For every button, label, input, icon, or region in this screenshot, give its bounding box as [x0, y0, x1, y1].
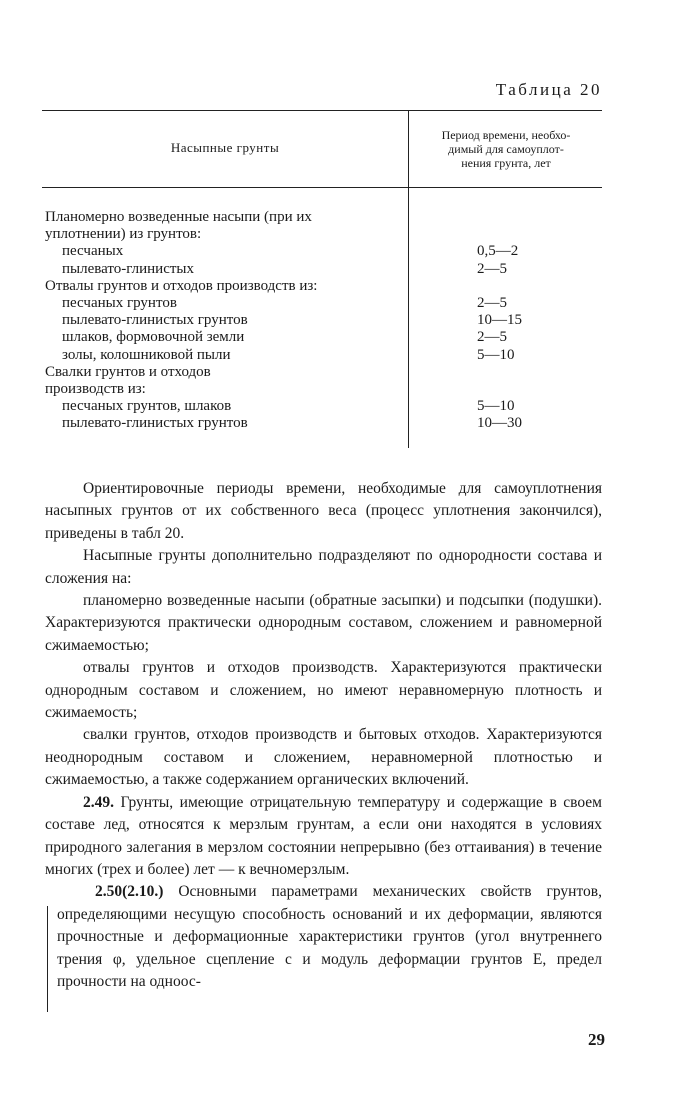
table-row-value: 10—30 [477, 415, 522, 432]
body-text [45, 478, 602, 993]
table-row-label: песчаных [62, 243, 124, 260]
clause-text: Основными параметрами механических свойств грунтов, определяющими несущую способность оснований и их деформации, являются прочностные и деформационные характеристики грунтов (угол внутреннего трения φ, удельное сцепление c и модуль деформации грунтов E, предел прочности на одноос- [57, 883, 602, 990]
table-row [45, 381, 605, 398]
table-row-label: Отвалы грунтов и отходов производств из: [45, 277, 318, 294]
clause-text: Грунты, имеющие отрицательную температуру и содержащие в своем составе лед, относятся к мерзлым грунтам, а если они находятся в условиях природного залегания в мерзлом состоянии непрерывно (без оттаивания) в течение многих (трех и более) лет — к вечномерзлым. [45, 793, 602, 878]
table-row-label: песчаных грунтов, шлаков [62, 398, 232, 415]
table-caption: Таблица 20 [495, 80, 602, 99]
table-row-value: 2—5 [477, 260, 507, 277]
table-row-label: золы, колошниковой пыли [62, 346, 231, 363]
table-row-value: 5—10 [477, 398, 515, 415]
table-row [45, 329, 605, 346]
paragraph: отвалы грунтов и отходов производств. Характеризуются практически однородным составом и сложением, но имеют неравномерную плотность и сжимаемость; [45, 659, 602, 722]
table-header-period [412, 128, 600, 170]
table-header-period-line: нения грунта, лет [461, 156, 551, 170]
table-body [45, 209, 605, 432]
table-header-period-line: димый для самоуплот- [448, 142, 564, 156]
table-row [45, 347, 605, 364]
table-row [45, 415, 605, 432]
paragraph-2-50 [57, 881, 602, 993]
table-row-label: песчаных грунтов [62, 294, 177, 311]
table-header-soils: Насыпные грунты [170, 140, 280, 155]
table-row [45, 278, 605, 295]
table-row [45, 364, 605, 381]
table-row-value: 10—15 [477, 312, 522, 329]
paragraph: свалки грунтов, отходов производств и бытовых отходов. Характеризуются неоднородным составом и сложением, неравномерной плотностью и сжимаемостью, а также содержанием органических включений. [45, 726, 602, 789]
table-row-value: 5—10 [477, 346, 515, 363]
table-row-value: 0,5—2 [477, 243, 519, 260]
clause-number: 2.49. [83, 793, 114, 811]
table-row-label: производств из: [45, 380, 146, 397]
paragraph: Насыпные грунты дополнительно подразделяют по однородности состава и сложения на: [45, 547, 602, 587]
table-row-label: Свалки грунтов и отходов [45, 363, 211, 380]
table-row [45, 398, 605, 415]
paragraph: планомерно возведенные насыпи (обратные засыпки) и подсыпки (подушки). Характеризуются практически однородным составом, сложением и равномерной сжимаемостью; [45, 592, 602, 654]
table-row-label: Планомерно возведенные насыпи (при их [45, 209, 312, 225]
table-row [45, 243, 605, 260]
table-row-label: пылевато-глинистых грунтов [62, 415, 248, 432]
table-row-label: пылевато-глинистых [62, 260, 195, 277]
paragraph: Ориентировочные периоды времени, необходимые для самоуплотнения насыпных грунтов от их собственного веса (процесс уплотнения закончился), приведены в табл 20. [45, 480, 602, 542]
table-row-value: 2—5 [477, 294, 507, 311]
table-row [45, 226, 605, 243]
paragraph-2-49 [45, 792, 602, 882]
table-row-value: 2—5 [477, 329, 507, 346]
page-number: 29 [588, 1030, 605, 1049]
table-top-rule [42, 110, 602, 111]
table-row [45, 261, 605, 278]
table-row [45, 295, 605, 312]
table-header-rule [42, 187, 602, 188]
table-header-period-line: Период времени, необхо- [441, 128, 571, 142]
table-row-label: пылевато-глинистых грунтов [62, 312, 248, 329]
table-row [45, 209, 605, 226]
table-row [45, 312, 605, 329]
revision-bar [47, 906, 48, 1012]
table-row-label: уплотнении) из грунтов: [45, 226, 202, 243]
table-row-label: шлаков, формовочной земли [62, 329, 245, 346]
clause-number: 2.50(2.10.) [95, 883, 164, 901]
